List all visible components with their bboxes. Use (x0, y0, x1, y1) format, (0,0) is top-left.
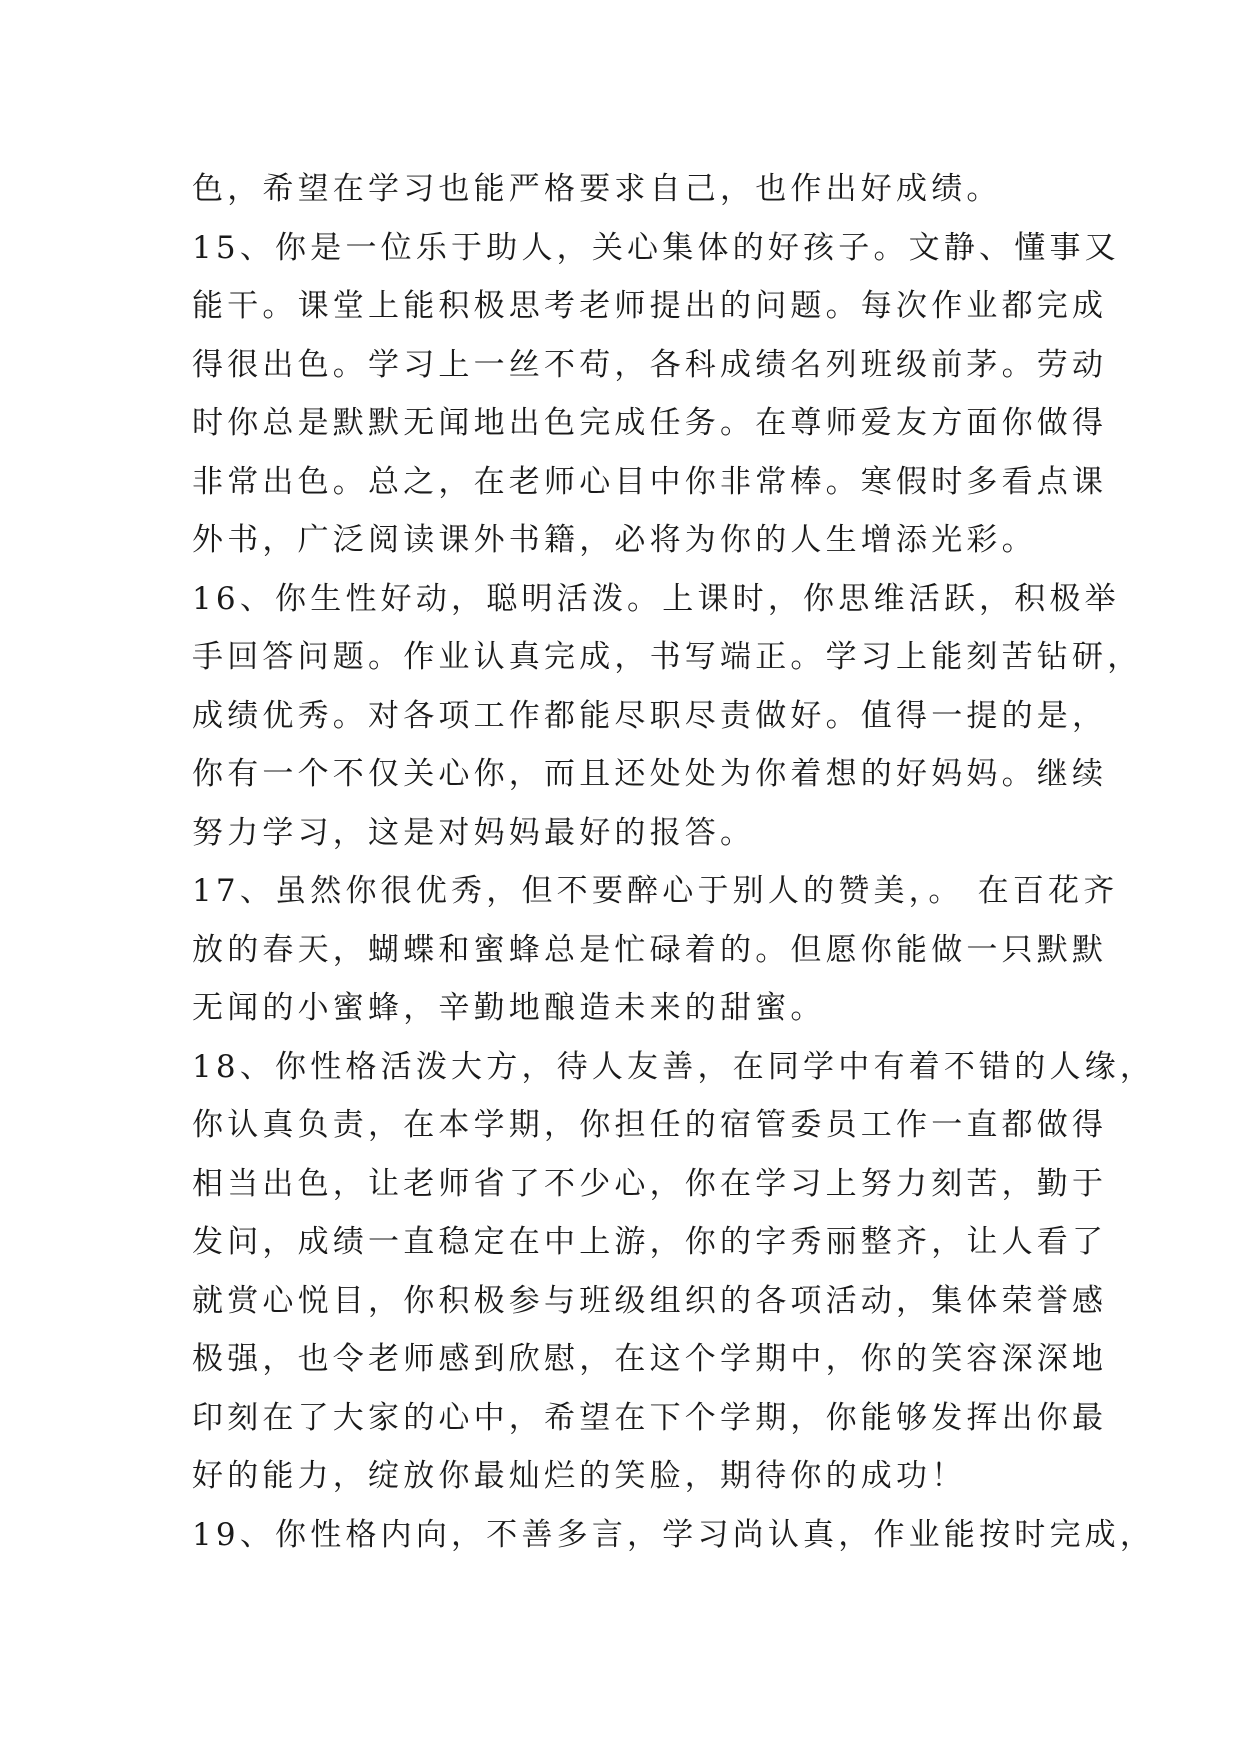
text-line-20: 就赏心悦目，你积极参与班级组织的各项活动，集体荣誉感 (192, 1282, 1108, 1319)
text-line-6: 非常出色。总之，在老师心目中你非常棒。寒假时多看点课 (192, 463, 1108, 500)
text-line-5: 时你总是默默无闻地出色完成任务。在尊师爱友方面你做得 (192, 405, 1108, 441)
text-line-7: 外书，广泛阅读课外书籍，必将为你的人生增添光彩。 (192, 522, 1037, 558)
text-line-15: 无闻的小蜜蜂，辛勤地酿造未来的甜蜜。 (192, 990, 826, 1026)
text-line-24: 19、你性格内向，不善多言，学习尚认真，作业能按时完成， (192, 1516, 1156, 1553)
text-line-12: 努力学习，这是对妈妈最好的报答。 (192, 814, 756, 851)
text-line-14: 放的春天，蝴蝶和蜜蜂总是忙碌着的。但愿你能做一只默默 (192, 931, 1108, 968)
document-body (192, 160, 1156, 1564)
text-line-16: 18、你性格活泼大方，待人友善，在同学中有着不错的人缘， (192, 1048, 1156, 1085)
text-line-4: 得很出色。学习上一丝不苟，各科成绩名列班级前茅。劳动 (192, 346, 1108, 383)
text-line-11: 你有一个不仅关心你，而且还处处为你着想的好妈妈。继续 (192, 756, 1108, 792)
text-line-1: 色，希望在学习也能严格要求自己，也作出好成绩。 (192, 171, 1002, 207)
text-line-8: 16、你生性好动，聪明活泼。上课时，你思维活跃，积极举 (192, 580, 1120, 617)
text-line-9: 手回答问题。作业认真完成，书写端正。学习上能刻苦钻研， (192, 639, 1143, 675)
text-line-23: 好的能力，绽放你最灿烂的笑脸，期待你的成功！ (192, 1458, 967, 1494)
text-line-10: 成绩优秀。对各项工作都能尽职尽责做好。值得一提的是， (192, 697, 1108, 734)
text-line-21: 极强，也令老师感到欣慰，在这个学期中，你的笑容深深地 (192, 1341, 1108, 1377)
text-line-22: 印刻在了大家的心中，希望在下个学期，你能够发挥出你最 (192, 1399, 1108, 1436)
text-line-2: 15、你是一位乐于助人，关心集体的好孩子。文静、懂事又 (192, 229, 1120, 266)
text-line-18: 相当出色，让老师省了不少心，你在学习上努力刻苦，勤于 (192, 1165, 1108, 1202)
text-line-13: 17、虽然你很优秀，但不要醉心于别人的赞美，。 在百花齐 (192, 873, 1119, 909)
text-line-19: 发问，成绩一直稳定在中上游，你的字秀丽整齐，让人看了 (192, 1224, 1108, 1260)
text-line-3: 能干。课堂上能积极思考老师提出的问题。每次作业都完成 (192, 288, 1108, 324)
text-line-17: 你认真负责，在本学期，你担任的宿管委员工作一直都做得 (192, 1107, 1108, 1143)
